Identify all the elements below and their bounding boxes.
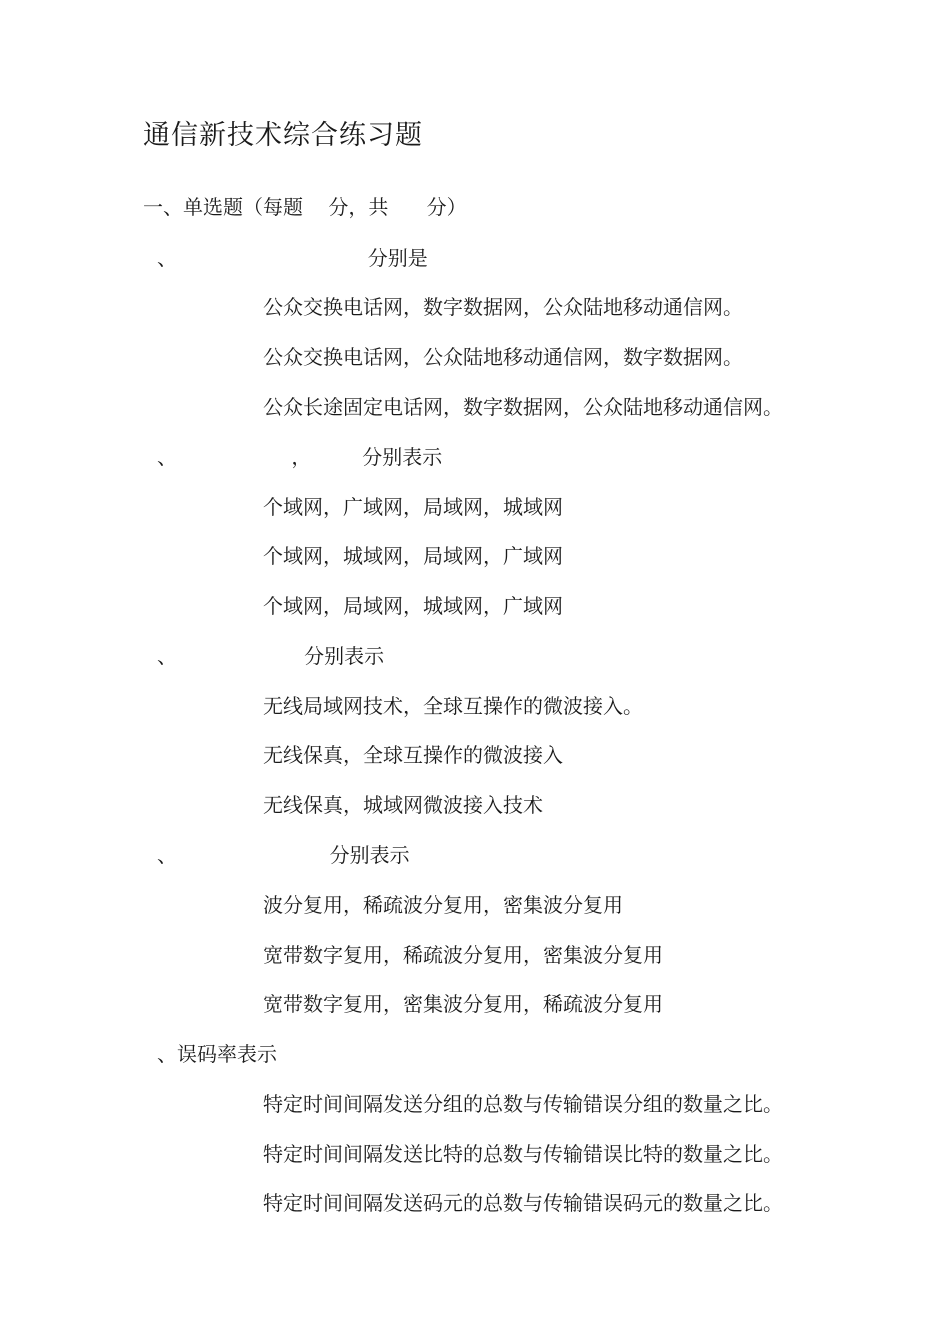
section-heading: 一、单选题（每题 分，共 分） <box>143 195 467 219</box>
question-1-option-1: 公众交换电话网，数字数据网，公众陆地移动通信网。 <box>263 295 743 319</box>
question-2-option-3: 个域网，局域网，城域网，广域网 <box>263 594 563 618</box>
question-5-option-3: 特定时间间隔发送码元的总数与传输错误码元的数量之比。 <box>263 1191 783 1215</box>
question-stem-2: 、 ， 分别表示 <box>157 445 443 469</box>
question-stem-3: 、 分别表示 <box>157 644 385 668</box>
question-stem-5: 、误码率表示 <box>157 1042 277 1066</box>
question-3-option-2: 无线保真，全球互操作的微波接入 <box>263 743 563 767</box>
question-2-option-1: 个域网，广域网，局域网，城域网 <box>263 495 563 519</box>
question-1-option-3: 公众长途固定电话网，数字数据网，公众陆地移动通信网。 <box>263 395 783 419</box>
question-3-option-1: 无线局域网技术，全球互操作的微波接入。 <box>263 694 643 718</box>
question-5-option-2: 特定时间间隔发送比特的总数与传输错误比特的数量之比。 <box>263 1142 783 1166</box>
question-stem-1: 、 分别是 <box>157 246 428 270</box>
question-stem-4: 、 分别表示 <box>157 843 410 867</box>
question-4-option-3: 宽带数字复用，密集波分复用，稀疏波分复用 <box>263 992 663 1016</box>
document-title: 通信新技术综合练习题 <box>143 120 423 151</box>
question-5-option-1: 特定时间间隔发送分组的总数与传输错误分组的数量之比。 <box>263 1092 783 1116</box>
question-4-option-1: 波分复用，稀疏波分复用，密集波分复用 <box>263 893 623 917</box>
question-3-option-3: 无线保真，城域网微波接入技术 <box>263 793 543 817</box>
question-2-option-2: 个域网，城域网，局域网，广域网 <box>263 544 563 568</box>
question-1-option-2: 公众交换电话网，公众陆地移动通信网，数字数据网。 <box>263 345 743 369</box>
question-4-option-2: 宽带数字复用，稀疏波分复用，密集波分复用 <box>263 943 663 967</box>
